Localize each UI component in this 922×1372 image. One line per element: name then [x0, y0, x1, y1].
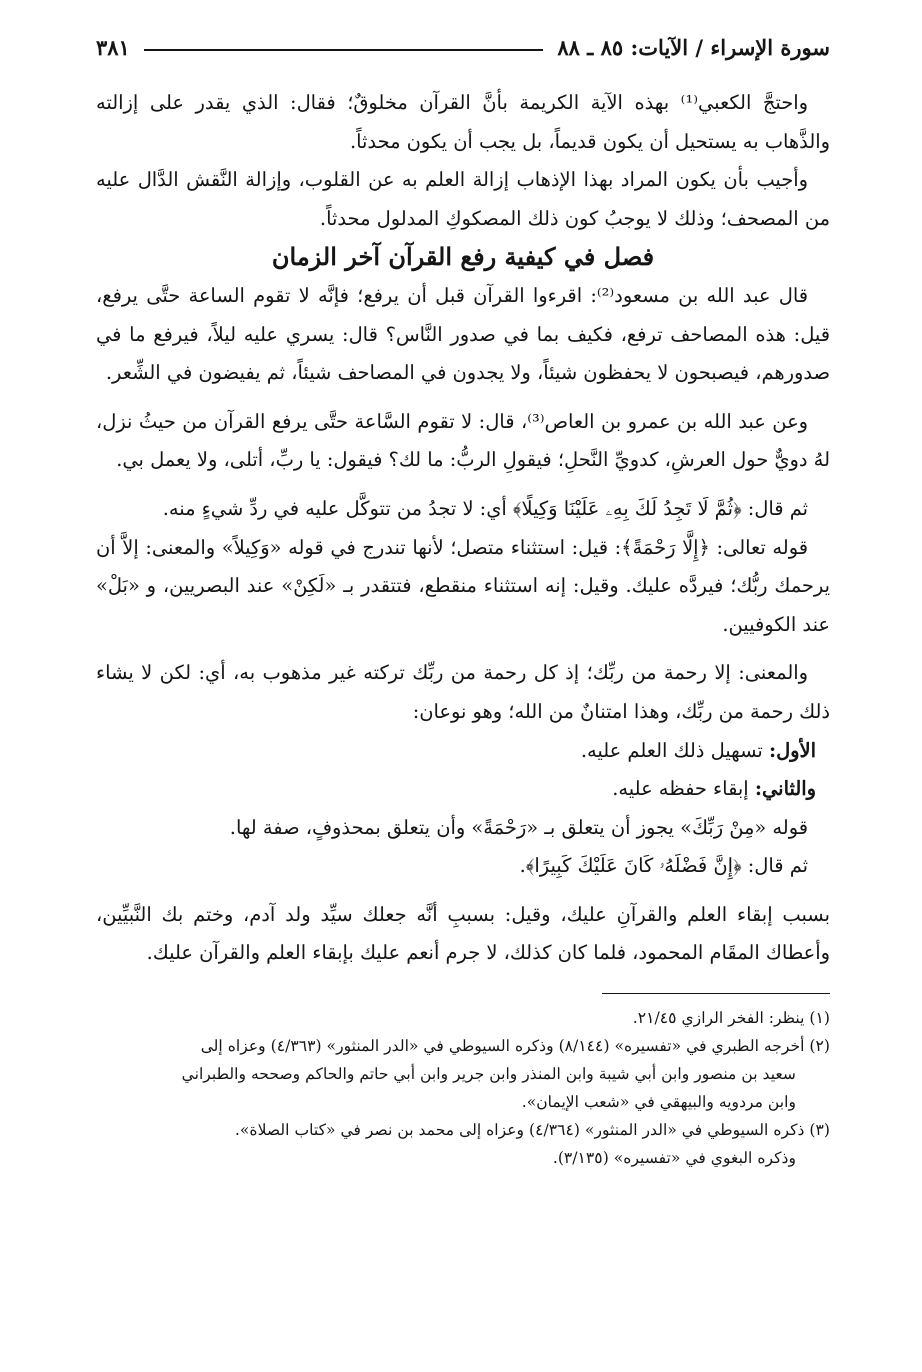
running-title: سورة الإسراء / الآيات: ٨٥ ـ ٨٨	[557, 35, 830, 60]
item-text: تسهيل ذلك العلم عليه.	[580, 738, 763, 762]
paragraph-illa-rahma: قوله تعالى: ﴿إِلَّا رَحْمَةً﴾: قيل: استثناء متصل؛ لأنها تندرج في قوله «وَكِيلاً» والمعنى: إلاَّ أن يرحمك ربُّك؛ فيردَّه عليك. وقيل: إنه استثناء منقطع، فتتقدر بـ «لَكِنْ» عند البصريين، و «بَلْ» عند الكوفيين.	[96, 535, 830, 636]
paragraph-kabi-argument: واحتجَّ الكعبي⁽¹⁾ بهذه الآية الكريمة بأنَّ القرآن مخلوقٌ؛ فقال: الذي يقدر على إزالته والذَّهاب به يستحيل أن يكون قديماً، بل يجب أن يكون محدثاً.	[96, 91, 830, 153]
footnotes	[96, 1004, 830, 1172]
footnote-3-continued: وذكره البغوي في «تفسيره» (٣/١٣٥).	[552, 1149, 796, 1168]
footnote-3: (٣) ذكره السيوطي في «الدر المنثور» (٤/٣٦٤) وعزاه إلى محمد بن نصر في «كتاب الصلاة».	[234, 1121, 830, 1140]
paragraph-verse-fadl: ثم قال: ﴿إِنَّ فَضْلَهُۥ كَانَ عَلَيْكَ كَبِيرًا﴾.	[519, 854, 808, 878]
list-item-first	[96, 732, 830, 771]
page-header	[96, 26, 830, 60]
paragraph-meaning: والمعنى: إلا رحمة من ربِّك؛ إذ كل رحمة من ربِّك تركته غير مذهوب به، أي: لكن لا يشاء ذلك رحمة من ربِّك، وهذا امتنانٌ من الله؛ وهو نوعان:	[96, 661, 830, 723]
paragraph-reason: بسبب إبقاء العلم والقرآنِ عليك، وقيل: بسببِ أنَّه جعلك سيِّد ولد آدم، وختم بك النَّبيِّين، وأعطاك المقَام المحمود، فلما كان كذلك، لا جرم أنعم عليك بإبقاء العلم والقرآن عليك.	[96, 902, 830, 965]
footnote-2: (٢) أخرجه الطبري في «تفسيره» (٨/١٤٤) وذكره السيوطي في «الدر المنثور» (٤/٣٦٣) وعزاه إلى	[200, 1037, 830, 1056]
item-label: والثاني:	[754, 777, 816, 801]
item-text: إبقاء حفظه عليه.	[612, 777, 749, 801]
item-label: الأول:	[768, 738, 816, 762]
header-rule	[144, 49, 543, 51]
footnote-1: (١) ينظر: الفخر الرازي ٢١/٤٥.	[632, 1009, 830, 1028]
footnote-2-continued: وابن مردويه والبيهقي في «شعب الإيمان».	[521, 1093, 796, 1112]
paragraph-reply: وأجيب بأن يكون المراد بهذا الإذهاب إزالة العلم به عن القلوب، وإزالة النَّقش الدَّال عليه من المصحف؛ وذلك لا يوجبُ كون ذلك المصكوكِ المدلول محدثاً.	[96, 168, 830, 230]
paragraph-verse-wakil: ثم قال: ﴿ثُمَّ لَا تَجِدُ لَكَ بِهِۦ عَلَيْنَا وَكِيلًا﴾ أي: لا تجدُ من تتوكَّل عليه في ردِّ شيءٍ منه.	[162, 496, 808, 520]
section-heading: فصل في كيفية رفع القرآن آخر الزمان	[271, 242, 655, 272]
main-text	[96, 84, 830, 973]
list-item-second	[96, 770, 830, 809]
page-number: ٣٨١	[96, 35, 130, 60]
paragraph-ibn-al-as: وعن عبد الله بن عمرو بن العاص⁽³⁾، قال: لا تقوم السَّاعة حتَّى يرفع القرآن من حيثُ نزل، لهُ دويٌّ حول العرشِ، كدويِّ النَّحلِ؛ فيقولِ الربُّ: ما لك؟ فيقول: يا ربِّ، أتلى، ولا يعمل بي.	[96, 409, 830, 472]
paragraph-ibn-masud: قال عبد الله بن مسعود⁽²⁾: اقرءوا القرآن قبل أن يرفع؛ فإنَّه لا تقوم الساعة حتَّى يرفع، قيل: هذه المصاحف ترفع، فكيف بما في صدور النَّاس؟ قال: يسري عليه ليلاً، فيرفع ما في صدورهم، فيصبحون لا يحفظون شيئاً، ولا يجدون في المصاحف شيئاً، ثم يفيضون في الشِّعر.	[96, 283, 830, 385]
paragraph-min-rabbik: قوله «مِنْ رَبِّكَ» يجوز أن يتعلق بـ «رَحْمَةً» وأن يتعلق بمحذوفٍ، صفة لها.	[229, 815, 808, 839]
footnote-separator	[602, 993, 830, 994]
footnote-2-continued: سعيد بن منصور وابن أبي شيبة وابن المنذر وابن جرير وابن أبي حاتم والحاكم وصححه والطبراني	[181, 1065, 796, 1084]
